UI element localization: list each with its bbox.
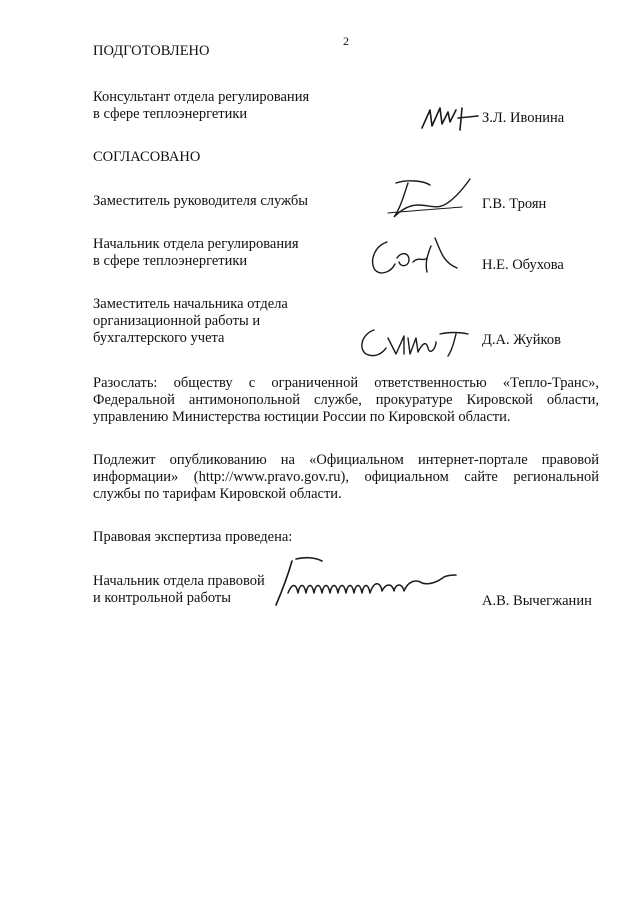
prepared-position-line2: в сфере теплоэнергетики bbox=[93, 106, 248, 122]
publication-paragraph: Подлежит опубликованию на «Официальном интернет-портале правовой информации» (http://www.pravo.gov.ru), официальном сайте региональной службы по тарифам Кировской области. bbox=[93, 452, 599, 502]
legal-review-position-line1: Начальник отдела правовой bbox=[93, 573, 265, 589]
signature-obukhova bbox=[365, 232, 465, 278]
prepared-heading: ПОДГОТОВЛЕНО bbox=[93, 43, 210, 59]
agreed-heading: СОГЛАСОВАНО bbox=[93, 149, 201, 165]
signature-vychegzhanin bbox=[270, 553, 460, 613]
agreed-2-position-line2: в сфере теплоэнергетики bbox=[93, 253, 248, 269]
agreed-1-name: Г.В. Троян bbox=[482, 196, 547, 212]
page-number: 2 bbox=[343, 34, 349, 48]
agreed-3-position-line1: Заместитель начальника отдела bbox=[93, 296, 288, 312]
agreed-3-position-line3: бухгалтерского учета bbox=[93, 330, 225, 346]
prepared-position-line1: Консультант отдела регулирования bbox=[93, 89, 310, 105]
signature-ivonina bbox=[418, 104, 488, 134]
legal-review-statement: Правовая экспертиза проведена: bbox=[93, 529, 293, 545]
signature-zhuikov bbox=[352, 318, 477, 362]
agreed-1-position: Заместитель руководителя службы bbox=[93, 193, 309, 209]
agreed-3-position-line2: организационной работы и bbox=[93, 313, 261, 329]
distribution-paragraph: Разослать: обществу с ограниченной ответственностью «Тепло-Транс», Федеральной антимонопольной службе, прокуратуре Кировской области, управлению Министерства юстиции России по Кировской области. bbox=[93, 375, 599, 425]
agreed-2-position-line1: Начальник отдела регулирования bbox=[93, 236, 299, 252]
legal-review-name: А.В. Вычегжанин bbox=[482, 593, 592, 609]
agreed-2-name: Н.Е. Обухова bbox=[482, 257, 564, 273]
signature-troyan bbox=[378, 175, 478, 225]
legal-review-position-line2: и контрольной работы bbox=[93, 590, 231, 606]
prepared-name: З.Л. Ивонина bbox=[482, 110, 565, 126]
agreed-3-name: Д.А. Жуйков bbox=[482, 332, 561, 348]
